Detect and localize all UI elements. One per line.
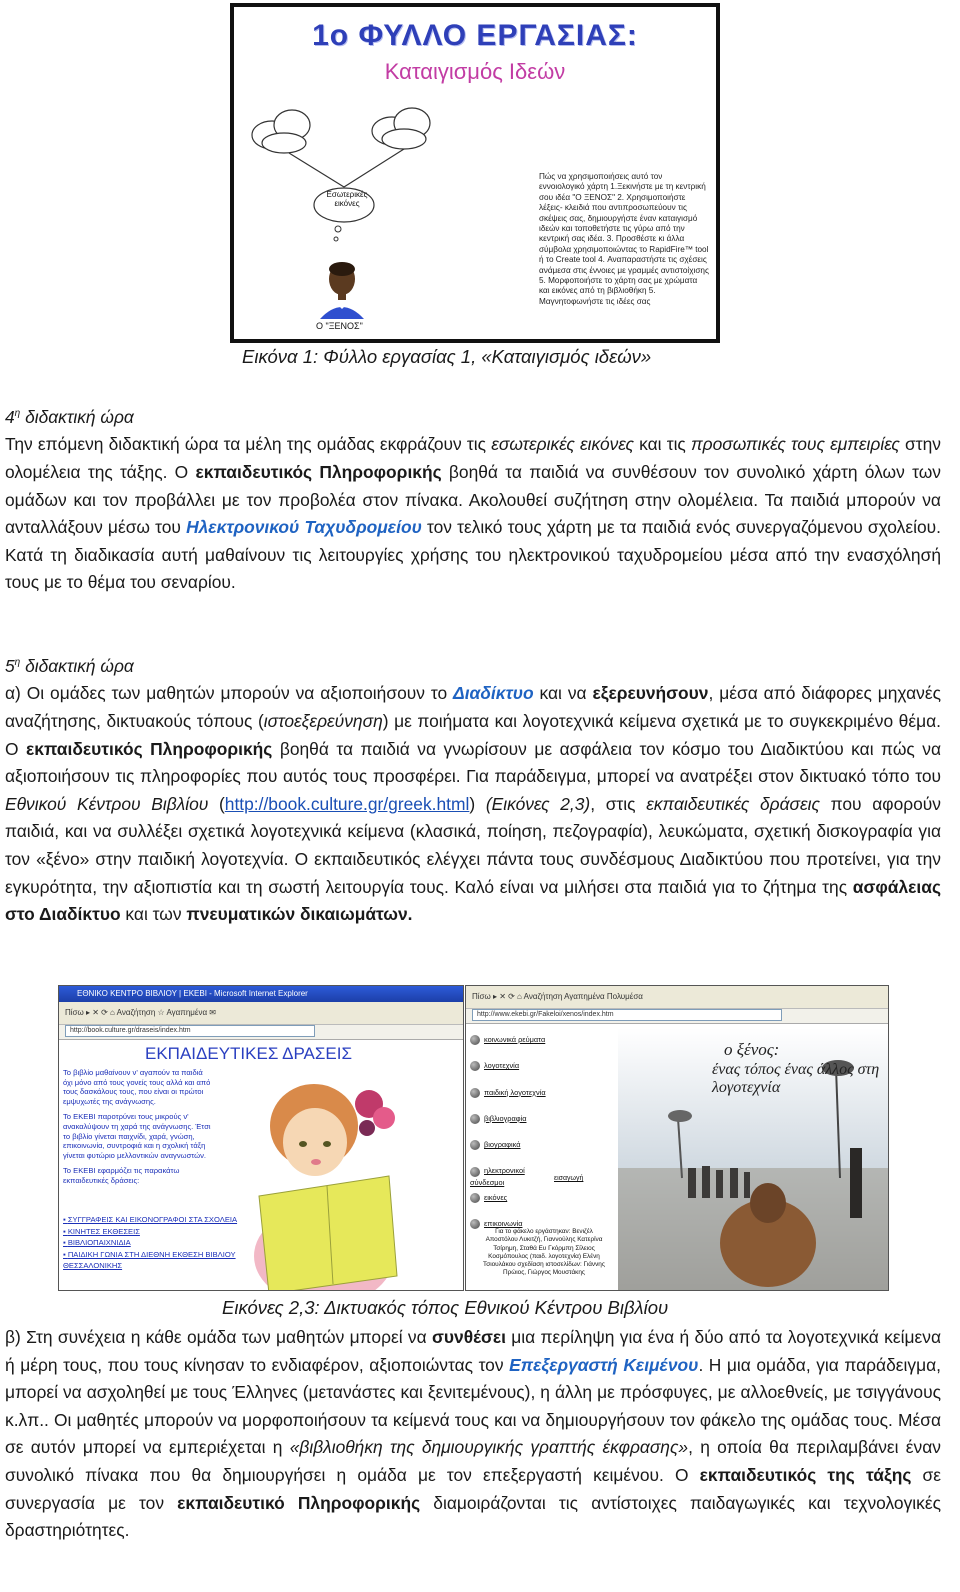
xenos-nav-item[interactable]: παιδική λογοτεχνία [470,1087,550,1113]
draseis-link[interactable]: ▪ ΠΑΙΔΙΚΗ ΓΩΝΙΑ ΣΤΗ ΔΙΕΘΝΗ ΕΚΘΕΣΗ ΒΙΒΛΙΟΥ ΘΕΣΣΑΛΟΝΙΚΗΣ [63,1249,236,1271]
address-bar: http://www.ekebi.gr/Fakeloi/xenos/index.htm [466,1009,888,1024]
draseis-heading: ΕΚΠΑΙΔΕΥΤΙΚΕΣ ΔΡΑΣΕΙΣ [145,1044,352,1063]
worksheet-instructions: Πώς να χρησιμοποιήσεις αυτό τον εννοιολογικό χάρτη 1.Ξεκινήστε με τη κεντρική σου ιδέα "Ο ΞΕΝΟΣ" 2. Χρησιμοποιήστε λέξεις- κλειδιά που αντιπροσωπεύουν τις σκέψεις σας, δημιουργήστε έναν καταιγισμό ιδεών και τοποθετήστε τις γύρω από την κεντρική σας ιδέα. 3. Προσθέστε κι άλλα σύμβολα χρησιμοποιώντας το RapidFire™ tool ή το Create tool 4. Αναπαραστήστε τις σχέσεις ανάμεσα στις έννοιες με γραμμές αντιστοίχισης 5. Μορφοποιήστε το χάρτη σας με χρώματα και εικόνες από τη βιβλιοθήκη 5. Μαγνητοφωνήστε τις ιδέες σας [539,172,709,306]
xenos-nav [470,1034,550,1244]
worksheet-subtitle: Καταιγισμός Ιδεών [384,59,566,84]
ekebi-xenos-screenshot [465,985,889,1291]
cloud-right [372,108,430,149]
xenos-credits: Για το φάκελο εργάστηκαν: Βενιζέλ Αποστόλου Λυκιτζή, Γιαννούλης Κατερίνα Τσίρημη, Σταθά Ευ Γκόρμπη Σίλειος Κοσμόπουλος (παιδ. λογοτεχνία) Ελένη Τσιουλάκου σχεδίαση ιστοσελίδων: Γιάννης Πρώιος, Γιώργος Μουστάκης [483,1228,605,1277]
hour5-paragraph-a: α) Οι ομάδες των μαθητών μπορούν να αξιοποιήσουν το Διαδίκτυο και να εξερευνήσουν, μέσα από διάφορες μηχανές αναζήτησης, δικτυακούς τόπους (ιστοεξερεύνηση) με ποιήματα και λογοτεχνικά κείμενα σχετικά με το συγκεκριμένο θέμα. Ο εκπαιδευτικός Πληροφορικής βοηθά τα παιδιά να γνωρίσουν με ασφάλεια τον κόσμο του Διαδικτύου και πώς να αξιοποιήσουν τις πληροφορίες που αυτός τους προσφέρει. Για παράδειγμα, μπορεί να ανατρέξει στον δικτυακό τόπο του Εθνικού Κέντρου Βιβλίου (http://book.culture.gr/greek.html) (Εικόνες 2,3), στις εκπαιδευτικές δράσεις που αφορούν παιδιά, και να συλλέξει σχετικά λογοτεχνικά κείμενα (κλασικά, ποίηση, πεζογραφία), λευκώματα, σχετική δισκογραφία για τον «ξένο» στην παιδική λογοτεχνία. Ο εκπαιδευτικός ελέγχει πάντα τους συνδέσμους Διαδικτύου που προτείνει, για την εγκυρότητα, την αξιοπιστία και τη σωστή λειτουργία τους. Καλό είναι να μιλήσει στα παιδιά για το ζήτημα της ασφάλειας στο Διαδίκτυο και των πνευματικών δικαιωμάτων. [5,683,942,925]
xenos-nav-item[interactable]: κοινωνικά ρεύματα [470,1034,550,1060]
hour4-section [5,400,941,597]
browser-toolbar: Πίσω ▸ ✕ ⟳ ⌂ Αναζήτηση ☆ Αγαπημένα ✉ [59,1002,463,1025]
internet-term: Διαδίκτυο [453,683,534,704]
xenos-subtitle: ένας τόπος ένας άλλος στη λογοτεχνία [712,1061,880,1096]
person-figure [320,262,364,319]
xenos-title: ο ξένος: [724,1040,780,1059]
figure1-caption: Εικόνα 1: Φύλλο εργασίας 1, «Καταιγισμός ιδεών» [242,346,652,367]
xenos-nav-item[interactable]: βιογραφικά [470,1139,550,1165]
hour5-section [5,649,941,929]
xenos-nav-item[interactable]: βιβλιογραφία [470,1113,550,1139]
draseis-link[interactable]: ▪ ΒΙΒΛΙΟΠΑΙΧΝΙΔΙΑ [63,1238,131,1248]
word-processor-term: Επεξεργαστή Κειμένου [509,1354,699,1375]
hour4-heading: $4^\eta$ διδακτική ώρα [5,406,134,427]
xenos-nav-item[interactable]: εικόνες [470,1192,550,1218]
cloud-left [252,110,310,153]
girl-reading-illustration [219,1046,459,1291]
person-label: Ο "ΞΕΝΟΣ" [316,321,363,331]
bubble-label: Εσωτερικές εικόνες [326,190,368,208]
enter-link[interactable]: εισαγωγή [554,1175,584,1182]
hour4-paragraph: Την επόμενη διδακτική ώρα τα μέλη της ομάδας εκφράζουν τις εσωτερικές εικόνες και τις προσωπικές τους εμπειρίες στην ολομέλεια της τάξης. Ο εκπαιδευτικός Πληροφορικής βοηθά τα παιδιά να συνθέσουν τον συνολικό χάρτη όλων των ομάδων και τον προβάλλει με τον προβολέα στον πίνακα. Ακολουθεί συζήτηση στην ολομέλεια. Τα παιδιά μπορούν να ανταλλάξουν μέσω του Ηλεκτρονικού Ταχυδρομείου τον τελικό τους χάρτη με τα παιδιά ενός συνεργαζόμενου σχολείου. Κατά τη διαδικασία αυτή μαθαίνουν τις λειτουργίες χρήσης του ηλεκτρονικού ταχυδρομείου μέσα από την ενασχόλησή τους με το θέμα του σεναρίου. [5,434,942,593]
worksheet-title: 1ο ΦΥΛΛΟ ΕΡΓΑΣΙΑΣ: [312,19,638,52]
xenos-nav-item[interactable]: λογοτεχνία [470,1060,550,1086]
concept-map-drawing [234,7,534,337]
address-bar: http://book.culture.gr/draseis/index.htm [59,1025,463,1040]
hour5-heading: $5^\eta$ διδακτική ώρα [5,655,134,676]
figure2-caption: Εικόνες 2,3: Δικτυακός τόπος Εθνικού Κέντρου Βιβλίου [222,1297,669,1318]
hour5-section-b [5,1324,941,1545]
ekebi-link[interactable]: http://book.culture.gr/greek.html [224,793,470,814]
draseis-intro: Το βιβλίο μαθαίνουν ν' αγαπούν τα παιδιά όχι μόνο από τους γονείς τους αλλά και από τους δασκάλους τους, που είναι οι πρώτοι εμψυχωτές της ανάγνωσης. Το ΕΚΕΒΙ παροτρύνει τους μικρούς ν' ανακαλύψουν τη χαρά της ανάγνωσης. Έτσι το βιβλίο γίνεται παιχνίδι, χαρά, γνώση, επικοινωνία, συντροφιά και η σχολική τάξη γίνεται φυτώριο μελλοντικών αναγνωστών. Το ΕΚΕΒΙ εφαρμόζει τις παρακάτω εκπαιδευτικές δράσεις: [63,1068,211,1185]
worksheet-figure [230,3,720,343]
draseis-link[interactable]: ▪ ΣΥΓΓΡΑΦΕΙΣ ΚΑΙ ΕΙΚΟΝΟΓΡΑΦΟΙ ΣΤΑ ΣΧΟΛΕΙΑ [63,1215,238,1224]
ekebi-draseis-screenshot [58,985,464,1291]
email-term: Ηλεκτρονικού Ταχυδρομείου [186,517,422,538]
xenos-nav-item[interactable]: επικοινωνία [470,1218,550,1244]
draseis-links [63,1214,253,1272]
xenos-nav-item[interactable]: ηλεκτρονικοί σύνδεσμοι [470,1166,525,1188]
draseis-link[interactable]: ▪ ΚΙΝΗΤΕΣ ΕΚΘΕΣΕΙΣ [63,1226,140,1236]
browser-toolbar: Πίσω ▸ ✕ ⟳ ⌂ Αναζήτηση Αγαπημένα Πολυμέσα [466,986,888,1009]
hour5-paragraph-b: β) Στη συνέχεια η κάθε ομάδα των μαθητών μπορεί να συνθέσει μια περίληψη για ένα ή δύο από τα λογοτεχνικά κείμενα ή μέρη τους, που τους κίνησαν το ενδιαφέρον, αξιοποιώντας τον Επεξεργαστή Κειμένου. Η μια ομάδα, για παράδειγμα, μπορεί να ασχοληθεί με τους Έλληνες (μετανάστες και ξενιτεμένους), η άλλη με πρόσφυγες, με αλλοεθνείς, με τσιγγάνους κ.λπ.. Οι μαθητές μπορούν να μορφοποιήσουν τα κείμενά τους και να δημιουργήσουν τον φάκελο της ομάδας τους. Μέσα σε αυτόν μπορεί να εμπεριέχεται η «βιβλιοθήκη της δημιουργικής γραπτής έκφρασης», η οποία θα περιλαμβάνει έναν συνολικό πίνακα που θα δημιουργήσει η ομάδα με τον επεξεργαστή κειμένου. Ο εκπαιδευτικός της τάξης σε συνεργασία με τον εκπαιδευτικό Πληροφορικής διαμοιράζονται τις αντίστοιχες παιδαγωγικές και τεχνολογικές δραστηριότητες. [5,1327,942,1541]
browser-titlebar: ΕΘΝΙΚΟ ΚΕΝΤΡΟ ΒΙΒΛΙΟΥ | ΕΚΕΒΙ - Microsoft Internet Explorer [59,986,463,1002]
